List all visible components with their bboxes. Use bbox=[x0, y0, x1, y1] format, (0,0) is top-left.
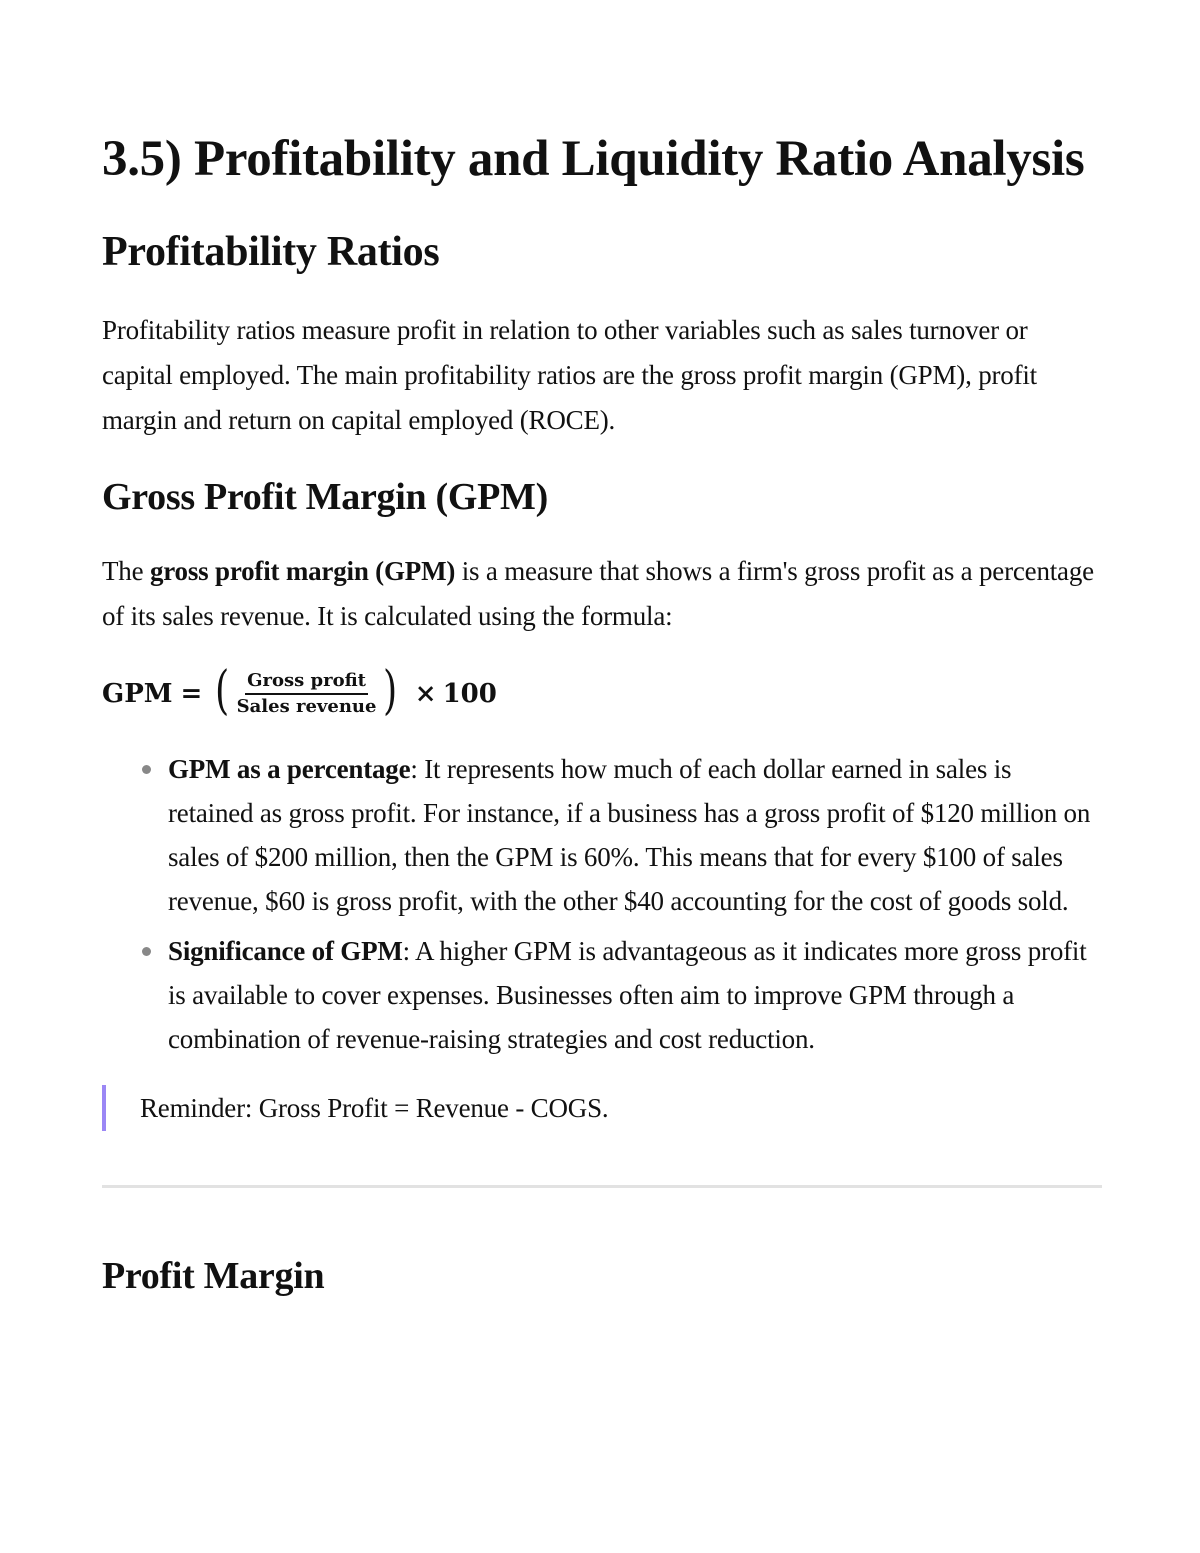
list-item bbox=[168, 929, 1102, 1061]
bullet-icon bbox=[142, 947, 151, 956]
list-item-bold: GPM as a percentage bbox=[168, 754, 411, 784]
list-item-text: : It represents how much of each dollar earned in sales is retained as gross profit. For instance, if a business has a gross profit of $120 million on sales of $200 million, then the GPM is 60%. This means that for every $100 of sales revenue, $60 is gross profit, with the other $40 accounting for the cost of goods sold. bbox=[168, 754, 1091, 916]
formula-close-paren: ) bbox=[383, 661, 398, 721]
formula-multiplier: 100 bbox=[442, 679, 497, 709]
formula-fraction bbox=[235, 670, 379, 718]
list-item-text: : A higher GPM is advantageous as it indicates more gross profit is available to cover expenses. Businesses often aim to improve GPM through a combination of revenue-raising strategies and cost reduction. bbox=[168, 936, 1087, 1054]
formula-open-paren: ( bbox=[215, 661, 230, 721]
formula-denominator: Sales revenue bbox=[236, 696, 377, 717]
reminder-blockquote bbox=[102, 1085, 1102, 1131]
list-item bbox=[168, 747, 1102, 923]
gpm-definition-paragraph bbox=[102, 549, 1102, 639]
formula-numerator: Gross profit bbox=[245, 670, 368, 695]
section-heading-profitability-ratios: Profitability Ratios bbox=[102, 229, 440, 275]
subsection-heading-gpm: Gross Profit Margin (GPM) bbox=[102, 476, 548, 518]
horizontal-divider bbox=[102, 1185, 1102, 1188]
page-title: 3.5) Profitability and Liquidity Ratio Analysis bbox=[102, 131, 1085, 187]
bullet-icon bbox=[142, 765, 151, 774]
profitability-intro-paragraph: Profitability ratios measure profit in relation to other variables such as sales turnover or capital employed. The main profitability ratios are the gross profit margin (GPM), profit margin and return on capital employed (ROCE). bbox=[102, 315, 1037, 435]
document-page bbox=[102, 128, 1102, 1300]
gpm-def-suffix: is a measure that shows a firm's gross profit as a percentage of its sales revenue. It is calculated using the formula: bbox=[102, 556, 1094, 631]
gpm-def-prefix: The bbox=[102, 556, 150, 586]
list-item-bold: Significance of GPM bbox=[168, 936, 403, 966]
formula-equals: = bbox=[180, 679, 203, 709]
formula-lhs: GPM bbox=[102, 679, 173, 709]
gpm-formula bbox=[102, 661, 1102, 727]
gpm-points-list bbox=[102, 747, 1102, 1061]
gpm-def-bold-term: gross profit margin (GPM) bbox=[149, 556, 456, 586]
formula-times: × bbox=[414, 679, 437, 709]
subsection-heading-profit-margin: Profit Margin bbox=[102, 1255, 325, 1297]
reminder-text: Reminder: Gross Profit = Revenue - COGS. bbox=[140, 1092, 609, 1123]
